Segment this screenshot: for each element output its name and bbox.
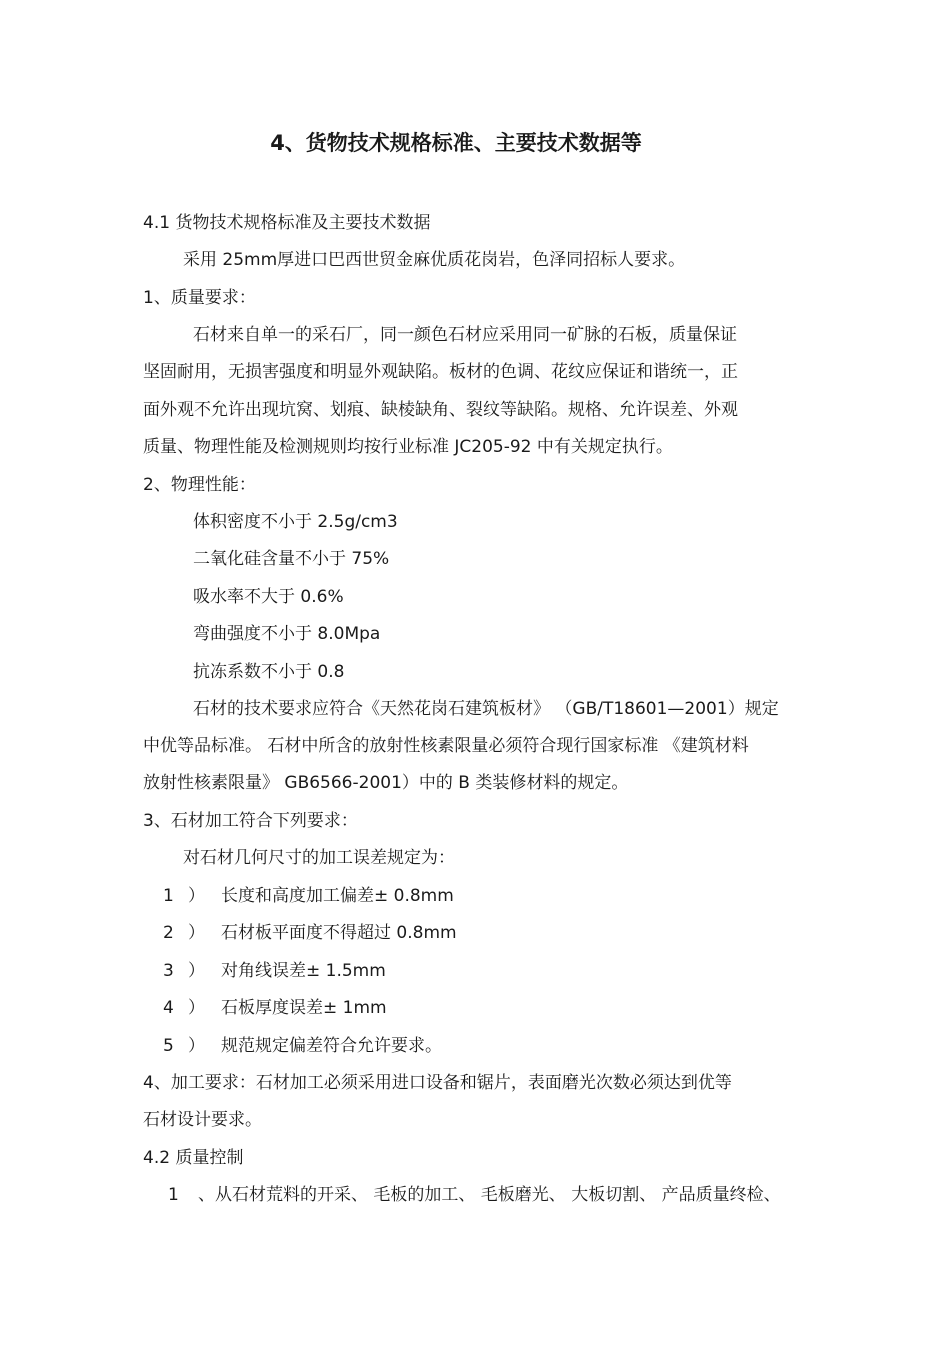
list-item-text: 长度和高度加工偏差± 0.8mm [221,886,454,906]
physical-heading: 2、物理性能： [143,475,256,495]
section-4-2-heading: 4.2 质量控制 [143,1148,244,1168]
section-4-1-heading: 4.1 货物技术规格标准及主要技术数据 [143,213,431,233]
document-title: 4、货物技术规格标准、主要技术数据等 [270,131,642,155]
physical-item: 抗冻系数不小于 0.8 [193,662,345,682]
list-item-number: 1 [168,1185,179,1205]
list-item-paren: ） [188,961,205,981]
physical-item: 弯曲强度不小于 8.0Mpa [193,624,381,644]
physical-item: 吸水率不大于 0.6% [193,587,344,607]
list-item-text: 规范规定偏差符合允许要求。 [221,1036,442,1056]
quality-paragraph-line: 坚固耐用，无损害强度和明显外观缺陷。板材的色调、花纹应保证和谐统一，正 [143,362,738,382]
quality-heading: 1、质量要求： [143,288,256,308]
list-item-paren: ） [188,1036,205,1056]
quality-paragraph-line: 面外观不允许出现坑窝、划痕、缺棱缺角、裂纹等缺陷。规格、允许误差、外观 [143,400,738,420]
quality-paragraph-line: 石材来自单一的采石厂，同一颜色石材应采用同一矿脉的石板，质量保证 [193,325,737,345]
list-item-number: 1 [163,886,174,906]
list-item-paren: ） [188,998,205,1018]
list-item-number: 3 [163,961,174,981]
list-item-number: 4 [163,998,174,1018]
list-item-number: 2 [163,923,174,943]
list-item-paren: ） [188,886,205,906]
list-item-text: 石材板平面度不得超过 0.8mm [221,923,457,943]
list-item-text: 对角线误差± 1.5mm [221,961,386,981]
quality-paragraph-line: 质量、物理性能及检测规则均按行业标准 JC205-92 中有关规定执行。 [143,437,673,457]
processing-paragraph-line: 石材设计要求。 [143,1110,262,1130]
list-item-text: 、从石材荒料的开采、 毛板的加工、 毛板磨光、 大板切割、 产品质量终检、 [198,1185,781,1205]
physical-paragraph-line: 石材的技术要求应符合《天然花岗石建筑板材》 （GB/T18601—2001）规定 [193,699,779,719]
list-item-paren: ） [188,923,205,943]
list-item-text: 石板厚度误差± 1mm [221,998,387,1018]
physical-item: 二氧化硅含量不小于 75% [193,549,390,569]
physical-paragraph-line: 放射性核素限量》 GB6566-2001）中的 B 类装修材料的规定。 [143,773,629,793]
physical-paragraph-line: 中优等品标准。 石材中所含的放射性核素限量必须符合现行国家标准 《建筑材料 [143,736,749,756]
section-4-1-intro: 采用 25mm厚进口巴西世贸金麻优质花岗岩，色泽同招标人要求。 [183,250,686,270]
physical-item: 体积密度不小于 2.5g/cm3 [193,512,398,532]
machining-heading: 3、石材加工符合下列要求： [143,811,358,831]
processing-paragraph-line: 4、加工要求：石材加工必须采用进口设备和锯片，表面磨光次数必须达到优等 [143,1073,732,1093]
list-item-number: 5 [163,1036,174,1056]
machining-intro: 对石材几何尺寸的加工误差规定为： [183,848,455,868]
